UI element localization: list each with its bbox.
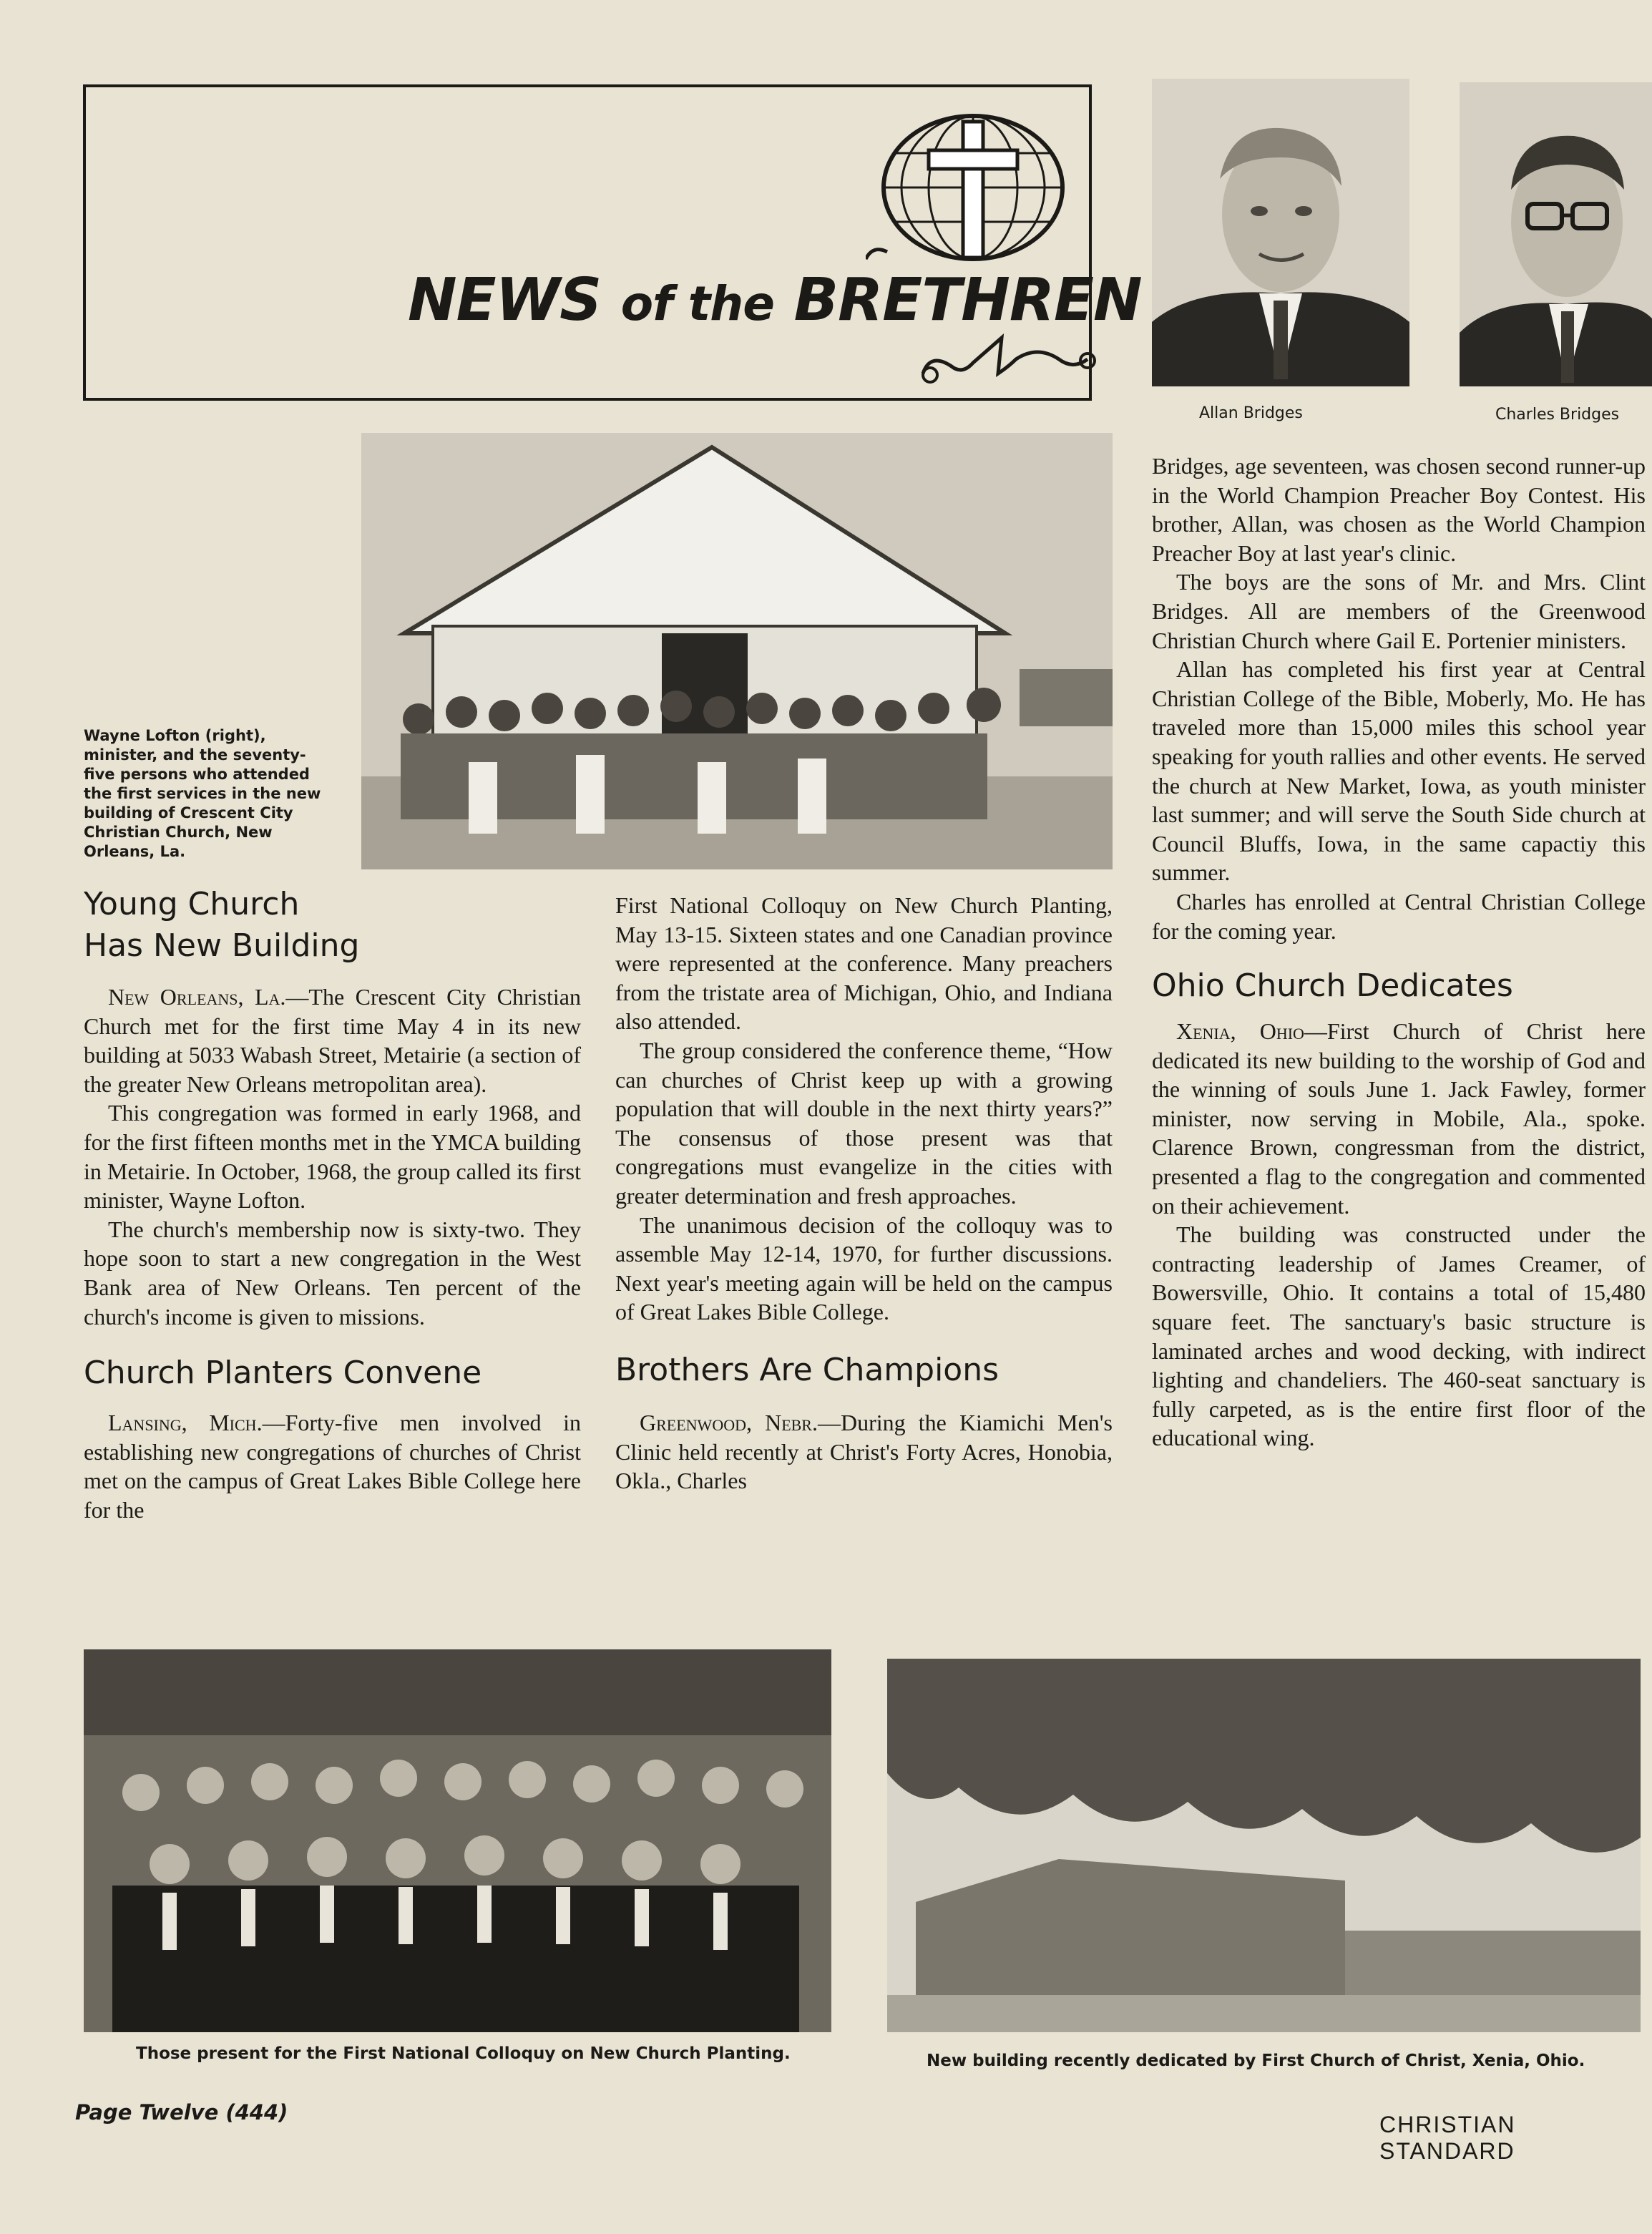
xenia-building-image	[887, 1659, 1641, 2032]
church-planters-paragraph-1: Lansing, Mich.—Forty-five men involved in establishing new congregations of churches of Christ met on the campus of Great Lakes Bible College here for the	[84, 1410, 582, 1523]
headline-young-church-2: Has New Building	[84, 927, 360, 964]
portrait-allan-bridges	[1152, 79, 1409, 386]
brothers-paragraph-3: Allan has completed his first year at Central Christian College of the Bible, Moberly, Mo. He has traveled more than 15,000 miles this school year speaking for youth rallies and other events. He served the church at New Market, Iowa, as youth minister last summer; and will serve the South Side church at Council Bluffs, Iowa, in the same capactiy this summer.	[1152, 656, 1646, 886]
brothers-paragraph-1-cont: Bridges, age seventeen, was chosen second runner-up in the World Champion Preacher Boy Contest. His brother, Allan, was chosen as the World Champion Preacher Boy at last year's clinic.	[1152, 453, 1646, 566]
dateline-xenia: Xenia, Ohio	[1176, 1018, 1304, 1045]
colloquy-group-photo	[84, 1649, 831, 2032]
portrait-caption-allan: Allan Bridges	[1199, 404, 1303, 422]
headline-church-planters: Church Planters Convene	[84, 1355, 482, 1392]
portrait-charles-image	[1460, 82, 1652, 386]
dateline-new-orleans: New Orleans, La.	[108, 984, 286, 1010]
ohio-church-paragraph-1: Xenia, Ohio—First Church of Christ here dedicated its new building to the worship of God and the winning of souls June 1. Jack Fawley, former minister, now serving in Mobile, Ala., spoke. Clarence Brown, congressman from the district, presented a flag to the congregation and commented on their achievement.	[1152, 1018, 1646, 1219]
masthead-word-brethren: BRETHREN	[793, 266, 1142, 334]
church-building-image	[361, 433, 1113, 869]
masthead-frame	[83, 84, 1142, 401]
dateline-lansing: Lansing, Mich.	[108, 1410, 263, 1436]
portrait-caption-charles: Charles Bridges	[1495, 406, 1620, 424]
church-planters-paragraph-3: The unanimous decision of the colloquy was to assemble May 12-14, 1970, for further discussions. Next year's meeting again will be held on the campus of Great Lakes Bible College.	[615, 1211, 1113, 1325]
masthead-word-of-the: of the	[620, 276, 775, 331]
article-column-3	[1152, 452, 1646, 1453]
article-column-1	[84, 884, 581, 1525]
scroll-ornament-icon	[909, 331, 1109, 388]
portrait-charles-bridges	[1460, 82, 1652, 386]
xenia-building-photo	[887, 1659, 1641, 2032]
brothers-paragraph-1: Greenwood, Nebr.—During the Kiamichi Men's Clinic held recently at Christ's Forty Acres, Honobia, Okla., Charles	[615, 1409, 1113, 1494]
headline-brothers: Brothers Are Champions	[615, 1351, 999, 1388]
church-planters-paragraph-2: The group considered the conference theme, “How can churches of Christ keep up with a growing population that will double in the next thirty years?” The consensus of those present was that congregations must evangelize in the cities with greater determination and fresh approaches.	[615, 1037, 1113, 1209]
masthead-word-news: NEWS	[408, 266, 602, 334]
page-number: Page Twelve (444)	[75, 2100, 288, 2125]
headline-ohio-church: Ohio Church Dedicates	[1152, 967, 1513, 1005]
xenia-photo-caption: New building recently dedicated by First Church of Christ, Xenia, Ohio.	[927, 2052, 1585, 2070]
church-planters-paragraph-1-cont: First National Colloquy on New Church Planting, May 13-15. Sixteen states and one Canadian province were represented at the conference. Many preachers from the tristate area of Michigan, Ohio, and Indiana also attended.	[615, 892, 1113, 1035]
ohio-church-paragraph-2: The building was constructed under the contracting leadership of James Creamer, of Bowersville, Ohio. It contains a total of 15,480 square feet. The sanctuary's basic structure is laminated arches and wood decking, with indirect lighting and chandeliers. The 460-seat sanctuary is fully carpeted, as is the entire first floor of the educational wing.	[1152, 1221, 1646, 1451]
young-church-paragraph-3: The church's membership now is sixty-two. They hope soon to start a new congregation in the West Bank area of New Orleans. Ten percent of the church's income is given to missions.	[84, 1216, 581, 1330]
masthead-title	[408, 266, 1142, 334]
colloquy-group-image	[84, 1649, 831, 2032]
headline-young-church-1: Young Church	[84, 886, 300, 922]
globe-cross-icon	[866, 109, 1073, 266]
portrait-allan-image	[1152, 79, 1409, 386]
young-church-paragraph-1: New Orleans, La.—The Crescent City Christian Church met for the first time May 4 in its new building at 5033 Wabash Street, Metairie (a section of the greater New Orleans metropolitan area).	[84, 984, 581, 1097]
brothers-paragraph-2: The boys are the sons of Mr. and Mrs. Clint Bridges. All are members of the Greenwood Christian Church where Gail E. Portenier ministers.	[1152, 569, 1646, 653]
publication-name: CHRISTIAN STANDARD	[1379, 2112, 1516, 2164]
colloquy-photo-caption: Those present for the First National Colloquy on New Church Planting.	[136, 2044, 791, 2063]
young-church-paragraph-2: This congregation was formed in early 1968, and for the first fifteen months met in the YMCA building in Metairie. In October, 1968, the group called its first minister, Wayne Lofton.	[84, 1100, 581, 1214]
brothers-paragraph-4: Charles has enrolled at Central Christian College for the coming year.	[1152, 888, 1646, 944]
dateline-greenwood: Greenwood, Nebr.	[640, 1409, 818, 1435]
church-photo-caption: Wayne Lofton (right), minister, and the seventy-five persons who attended the first services in the new building of Crescent City Christian Church, New Orleans, La.	[84, 727, 321, 860]
church-group-photo	[361, 433, 1113, 869]
article-column-2	[615, 891, 1113, 1496]
